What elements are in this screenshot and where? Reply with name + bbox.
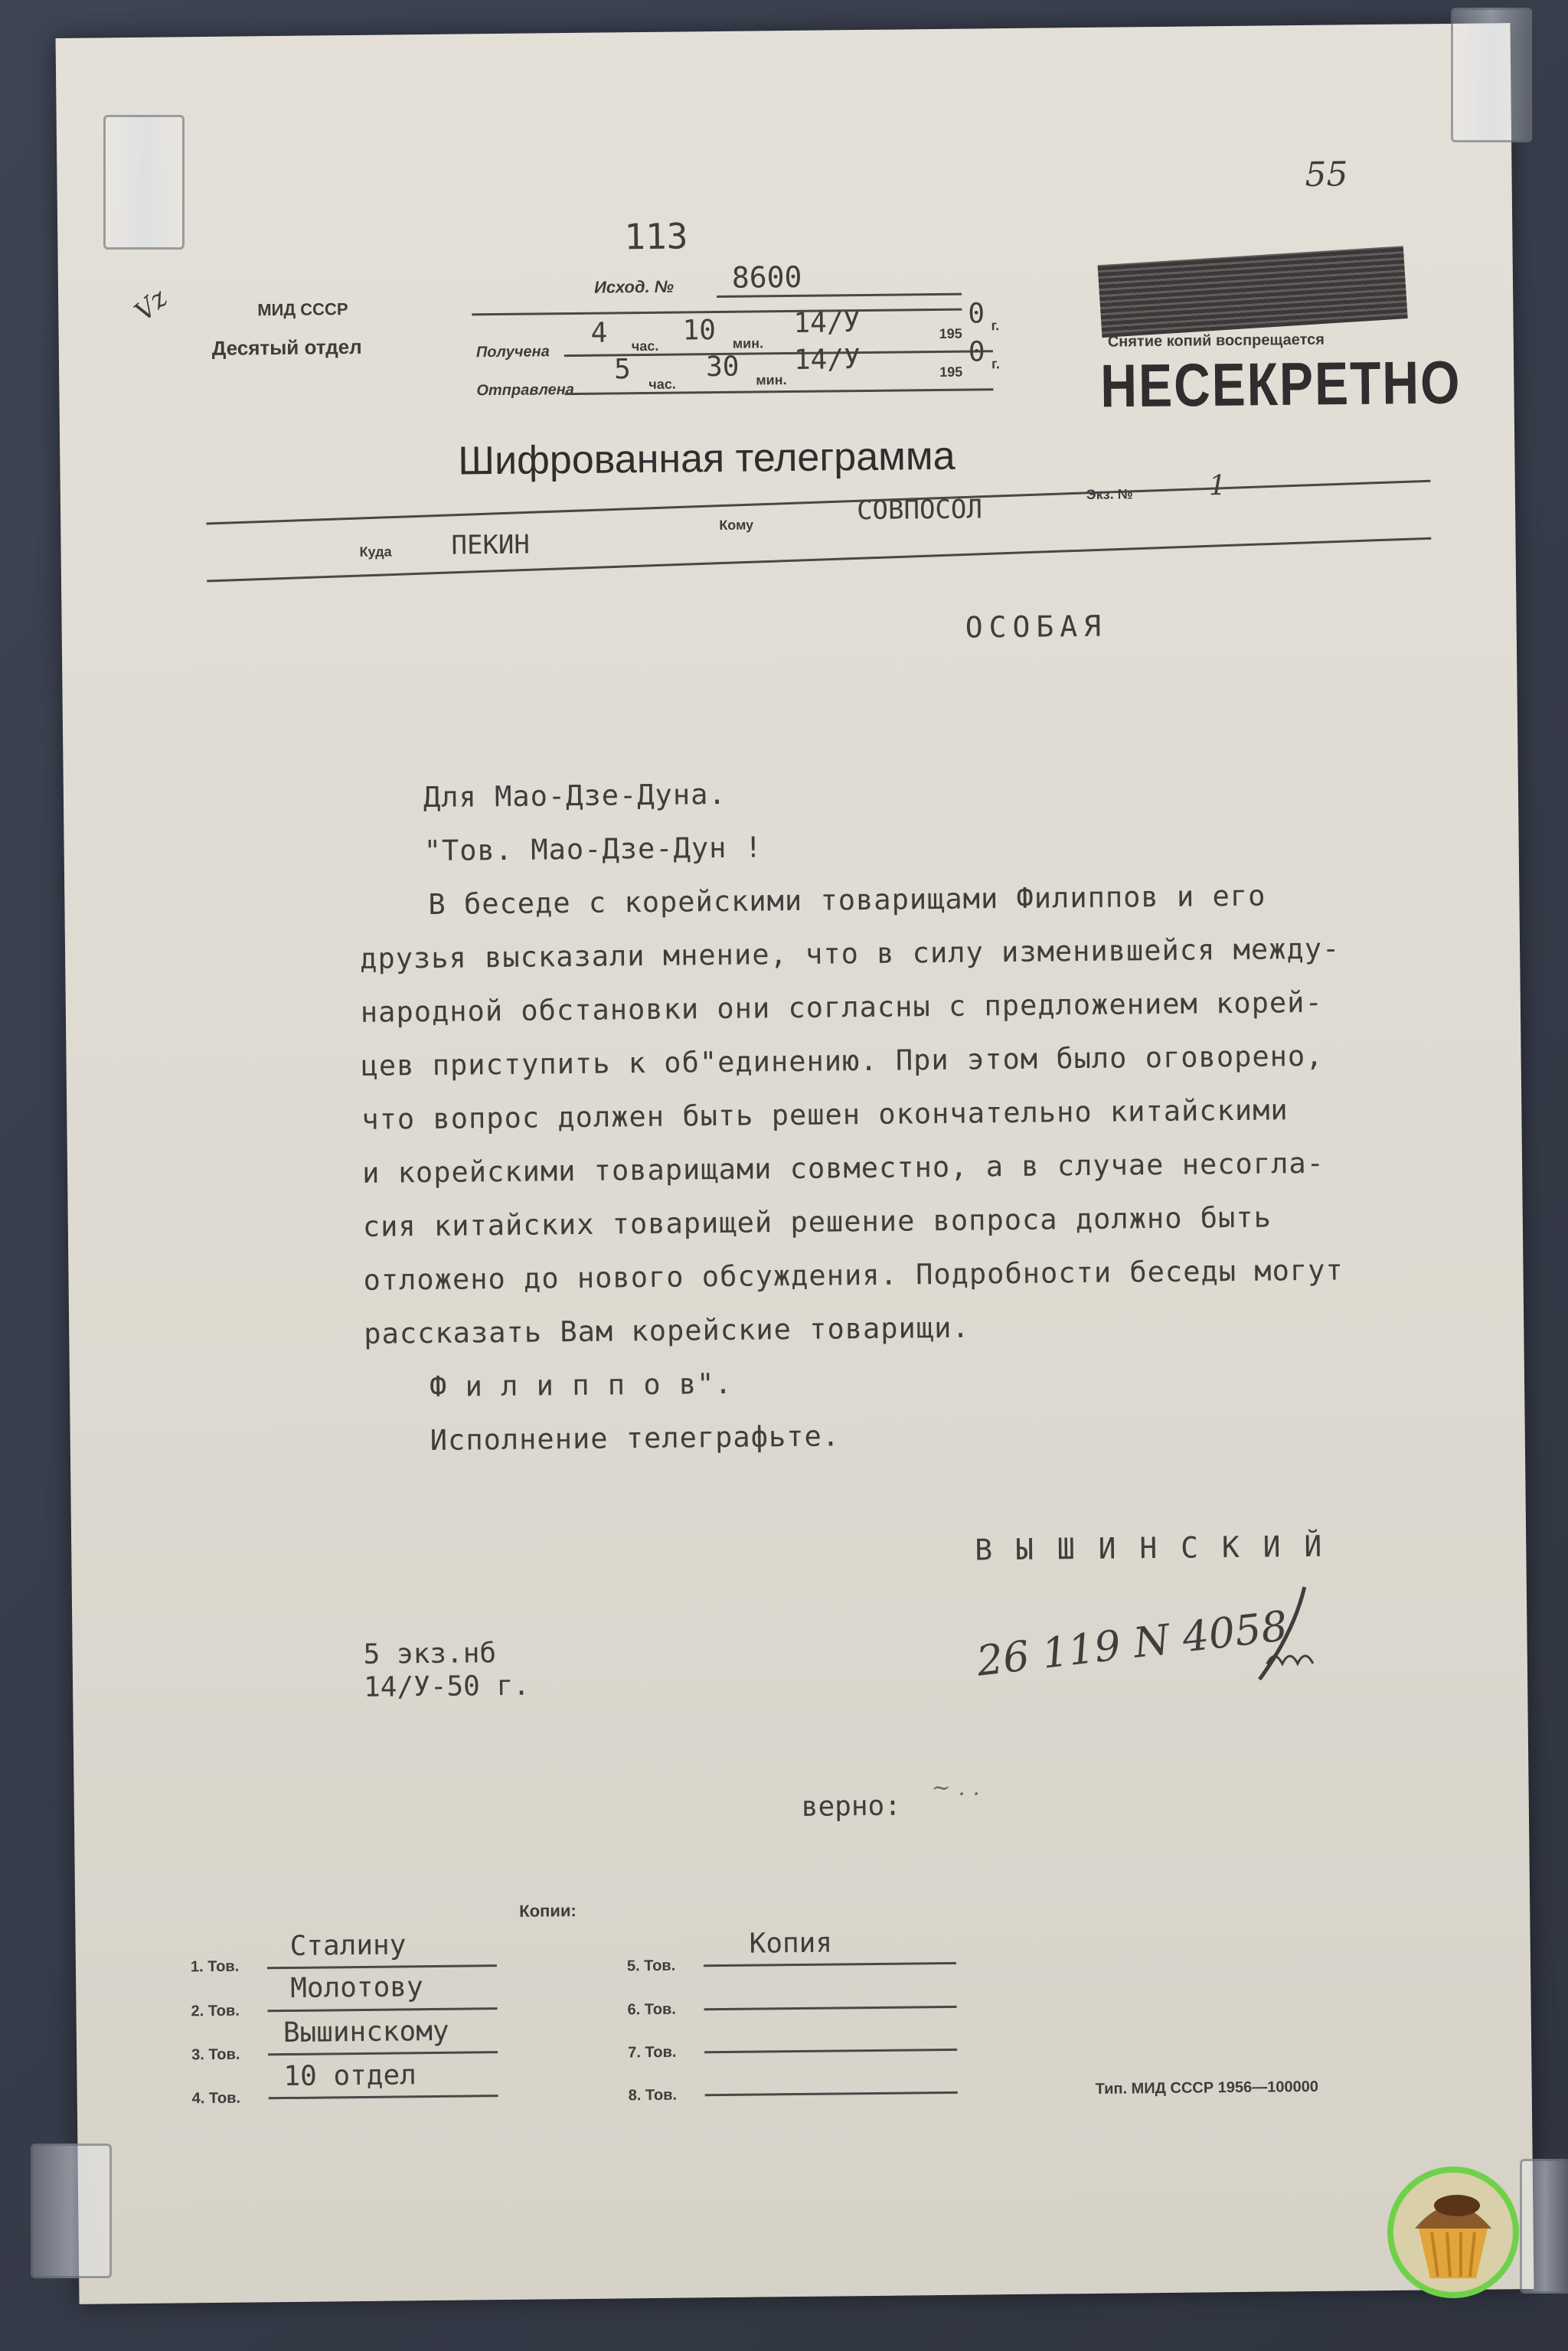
acrylic-clip (1451, 8, 1532, 142)
certified-mark: ~ . . (931, 1774, 981, 1802)
department-label: Десятый отдел (211, 335, 362, 360)
copy-line (704, 1962, 956, 1967)
number-handwritten: 113 (624, 215, 688, 258)
sent-minutes-label: мин. (756, 372, 787, 388)
acrylic-clip (1520, 2159, 1568, 2294)
sent-year-label: г. (991, 356, 1000, 372)
copy-name: Вышинскому (283, 2015, 449, 2049)
title-rule-1 (206, 480, 1430, 525)
redaction-stamp (1098, 246, 1408, 338)
copy-name: Молотову (290, 1971, 423, 2004)
copy-number-value: 1 (1208, 470, 1227, 502)
addressee: Для Мао-Дзе-Дуна. (423, 777, 727, 815)
copy-name: Копия (749, 1927, 833, 1960)
margin-mark: Vz (129, 282, 174, 328)
secrecy-stamp: НЕСЕКРЕТНО (1099, 348, 1462, 420)
muffin-logo-icon (1384, 2163, 1522, 2301)
copy-number-label: Экз. № (1086, 486, 1133, 502)
ministry-label: МИД СССР (257, 299, 348, 320)
document-page (56, 23, 1534, 2304)
body-line: сия китайских товарищей решение вопроса должно быть (362, 1200, 1272, 1243)
copy-num: 8. Тов. (628, 2086, 678, 2104)
outgoing-label: Исход. № (593, 276, 675, 297)
acrylic-clip (31, 2144, 112, 2278)
body-line: В беседе с корейскими товарищами Филиппов и его (428, 879, 1266, 921)
certified-label: верно: (801, 1790, 902, 1823)
copy-name: Сталину (289, 1929, 407, 1962)
print-info: Тип. МИД СССР 1956—100000 (1095, 2078, 1319, 2098)
to-label: Кому (719, 517, 754, 533)
copy-name: 10 отдел (283, 2059, 417, 2093)
salutation: "Тов. Мао-Дзе-Дун ! (423, 831, 763, 868)
copy-num: 4. Тов. (191, 2089, 241, 2108)
copy-num: 2. Тов. (191, 2002, 240, 2020)
received-date: 14/У (793, 307, 861, 339)
signature-stroke (1236, 1579, 1328, 1687)
closing-instruction: Исполнение телеграфьте. (430, 1419, 841, 1458)
hours-label: час. (631, 338, 659, 354)
sent-underline (564, 388, 993, 395)
copies-note-1: 5 экз.нб (363, 1638, 497, 1670)
registry-number: 26 119 N 4058 (974, 1602, 1290, 1686)
copies-note-2: 14/У-50 г. (363, 1670, 531, 1703)
document-title: Шифрованная телеграмма (458, 433, 956, 484)
copy-prohibited-note: Снятие копий воспрещается (1107, 331, 1325, 351)
copies-heading: Копии: (519, 1901, 577, 1921)
body-line: народной обстановки они согласны с предложением корей- (360, 985, 1323, 1029)
copy-line (268, 2007, 498, 2012)
outgoing-number: 8600 (731, 260, 802, 295)
copy-line (267, 1964, 497, 1969)
sent-year-prefix: 195 (939, 364, 963, 380)
copy-num: 7. Тов. (628, 2043, 677, 2062)
copy-num: 1. Тов. (190, 1958, 240, 1976)
sent-minutes: 30 (705, 351, 740, 384)
copy-num: 6. Тов. (627, 2000, 676, 2019)
received-year-prefix: 195 (939, 325, 962, 341)
body-line: цев приступить к об"единению. При этом было оговорено, (361, 1039, 1324, 1082)
year-label: г. (991, 318, 1000, 334)
header-rule-1 (472, 309, 962, 316)
acrylic-clip (103, 115, 185, 250)
copy-line (704, 2049, 957, 2053)
copy-line (704, 2006, 957, 2010)
from-value: ПЕКИН (451, 529, 531, 561)
to-value: СОВПОСОЛ (856, 494, 983, 527)
received-year-suffix: 0 (968, 298, 985, 330)
corner-mark: 55 (1305, 155, 1348, 194)
sent-year-suffix: 0 (968, 336, 985, 368)
copy-line (268, 2051, 498, 2055)
classification: ОСОБАЯ (965, 609, 1108, 645)
copy-num: 5. Тов. (626, 1957, 676, 1975)
sent-hours-label: час. (648, 376, 676, 392)
copy-num: 3. Тов. (191, 2046, 240, 2064)
body-line: что вопрос должен быть решен окончательно китайскими (361, 1093, 1289, 1136)
sent-label: Отправлена (476, 380, 574, 400)
sent-date: 14/У (793, 344, 861, 376)
received-hours: 4 (590, 317, 608, 349)
signature-line: Ф и л и п п о в". (429, 1367, 733, 1404)
copy-line (705, 2091, 958, 2096)
body-line: рассказать Вам корейские товарищи. (364, 1311, 970, 1350)
from-label: Куда (359, 544, 392, 560)
signatory: В Ы Ш И Н С К И Й (975, 1529, 1325, 1567)
received-label: Получена (475, 343, 550, 361)
minutes-label: мин. (732, 335, 764, 351)
sent-hours: 5 (613, 354, 632, 386)
body-line: друзья высказали мнение, что в силу изменившейся между- (359, 932, 1341, 975)
body-line: отложено до нового обсуждения. Подробности беседы могут (363, 1253, 1344, 1297)
body-line: и корейскими товарищами совместно, а в случае несогла- (361, 1146, 1325, 1190)
copy-line (269, 2095, 498, 2099)
received-minutes: 10 (682, 315, 717, 347)
